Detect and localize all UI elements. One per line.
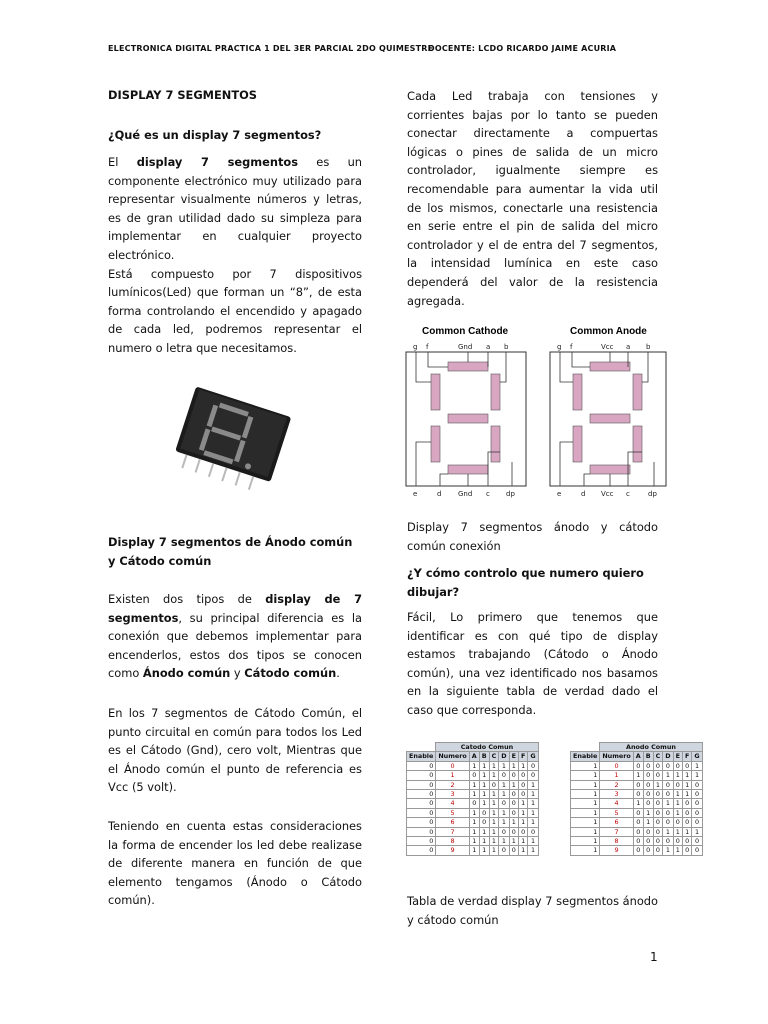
table-header-segment: E — [673, 752, 682, 761]
cathode-bottom-pin: c — [486, 490, 490, 498]
table-title-row — [407, 743, 539, 752]
table-cell: 0 — [643, 771, 653, 780]
table-cell: 0 — [692, 837, 702, 846]
table-cell: 0 — [518, 771, 527, 780]
table-cell: 0 — [653, 799, 663, 808]
table-cell: 1 — [528, 808, 538, 817]
table-blank-cell — [407, 743, 436, 752]
table-cell: 1 — [528, 790, 538, 799]
table-row — [571, 771, 703, 780]
table-cell: 1 — [469, 808, 479, 817]
table-cell: 1 — [528, 799, 538, 808]
table-cell-number: 7 — [436, 827, 469, 836]
anode-bottom-pin: Vcc — [601, 490, 614, 498]
table-cell: 0 — [528, 827, 538, 836]
intro-paragraph — [108, 153, 362, 358]
table-header-segment: G — [528, 752, 538, 761]
table-cell: 0 — [653, 846, 663, 855]
table-row — [407, 780, 539, 789]
table-cell: 1 — [682, 771, 691, 780]
led-text: Cada Led trabaja con tensiones y corrientes bajas por lo tanto se pueden conectar directamente a compuertas lógicas o pines de salida de un micro controlador, igualmente siempre es recomendable para aumentar la vida util de los mismos, conectarle una resistencia en serie entre el pin de salida del micro controlador y el de entra del 7 segmentos, la intensidad lumínica en este caso dependerá del valor de la resistencia agregada. — [407, 89, 658, 308]
table-cell: 1 — [663, 846, 673, 855]
composition-paragraph: Está compuesto por 7 dispositivos lumínicos(Led) que forman un “8”, de esta forma controlando el encendido y apagado de cada led, podremos representar el numero o letra que necesitamos. — [108, 266, 362, 355]
intro-post: es un componente electrónico muy utilizado para representar visualmente números y letras, es de gran utilidad dado su simpleza para implementar en cualquier proyecto electrónico. — [108, 155, 363, 262]
table-cell: 0 — [509, 808, 518, 817]
table-header-segment: A — [469, 752, 479, 761]
table-cell-number: 5 — [600, 808, 633, 817]
table-cell-enable: 1 — [571, 808, 600, 817]
cathode-bottom-pin: Gnd — [458, 490, 473, 498]
table-cell: 0 — [682, 799, 691, 808]
table-header-number: Numero — [600, 752, 633, 761]
caption-table-text: Tabla de verdad display 7 segmentos ánodo y cátodo común — [407, 894, 658, 927]
table-cell-number: 6 — [600, 818, 633, 827]
cathode-explanation — [108, 704, 362, 797]
table-row — [407, 761, 539, 770]
table-cell: 1 — [518, 799, 527, 808]
caption-table — [407, 892, 658, 929]
table-cell: 0 — [643, 846, 653, 855]
table-cell: 0 — [663, 790, 673, 799]
table-cell: 0 — [692, 799, 702, 808]
question-1: ¿Qué es un display 7 segmentos? — [108, 128, 322, 142]
table-cell: 0 — [509, 827, 518, 836]
table-cell-number: 2 — [436, 780, 469, 789]
table-cell: 0 — [528, 771, 538, 780]
subheading-wrap — [108, 533, 362, 570]
section-title: DISPLAY 7 SEGMENTOS — [108, 88, 257, 102]
page-header — [108, 44, 617, 53]
table-cell: 0 — [653, 771, 663, 780]
table-cell: 1 — [653, 780, 663, 789]
table-cell: 1 — [469, 780, 479, 789]
table-cell: 0 — [479, 818, 489, 827]
table-cell: 1 — [673, 771, 682, 780]
table-cell: 0 — [692, 780, 702, 789]
table-cell: 0 — [633, 846, 643, 855]
table-header-row — [571, 752, 703, 761]
table-cell: 1 — [663, 799, 673, 808]
table-title: Anodo Comun — [600, 743, 702, 752]
cathode-bottom-pin: d — [437, 490, 442, 498]
table-cell: 1 — [489, 771, 499, 780]
anode-title: Common Anode — [570, 326, 647, 337]
table-cell: 1 — [692, 761, 702, 770]
table-cell: 0 — [469, 799, 479, 808]
table-header-segment: C — [653, 752, 663, 761]
table-cell: 0 — [643, 837, 653, 846]
common-cathode-anode-diagram — [402, 322, 670, 502]
table-row — [571, 808, 703, 817]
subheading-anode-cathode: Display 7 segmentos de Ánodo común y Cátodo común — [108, 535, 353, 568]
table-cell: 1 — [682, 827, 691, 836]
types-pre: Existen dos tipos de — [108, 592, 266, 606]
table-cell: 1 — [673, 827, 682, 836]
types-end: . — [336, 666, 340, 681]
table-cell: 1 — [489, 837, 499, 846]
table-cell: 0 — [692, 808, 702, 817]
anode-bottom-pin: e — [557, 490, 562, 498]
cathode-top-pin: g — [413, 343, 418, 351]
table-cell: 0 — [653, 827, 663, 836]
cathode-bottom-pin: dp — [506, 490, 515, 498]
types-and: y — [230, 666, 245, 681]
table-header-segment: F — [518, 752, 527, 761]
table-cell: 0 — [692, 818, 702, 827]
table-cell-enable: 1 — [571, 846, 600, 855]
table-cell-enable: 0 — [407, 818, 436, 827]
table-cell: 1 — [499, 837, 509, 846]
table-cell: 1 — [469, 837, 479, 846]
table-header-segment: D — [499, 752, 509, 761]
anode-bottom-pin: dp — [648, 490, 657, 498]
table-cell: 0 — [633, 808, 643, 817]
table-cell-enable: 1 — [571, 790, 600, 799]
table-cell: 1 — [479, 790, 489, 799]
table-cell: 1 — [479, 827, 489, 836]
table-cell-enable: 0 — [407, 771, 436, 780]
page-number: 1 — [650, 950, 658, 964]
table-cell: 0 — [663, 761, 673, 770]
table-cell: 1 — [528, 846, 538, 855]
table-cell: 0 — [633, 837, 643, 846]
table-row — [407, 771, 539, 780]
table-cell: 1 — [643, 808, 653, 817]
table-cell-enable: 1 — [571, 818, 600, 827]
table-cell: 1 — [509, 837, 518, 846]
table-cell: 1 — [499, 808, 509, 817]
table-cell: 1 — [479, 761, 489, 770]
table-cell: 0 — [489, 780, 499, 789]
types-text — [108, 590, 362, 683]
anode-bottom-pin: d — [581, 490, 586, 498]
table-header-enable: Enable — [407, 752, 436, 761]
table-row — [407, 790, 539, 799]
table-cell: 1 — [518, 808, 527, 817]
table-cell-number: 1 — [436, 771, 469, 780]
table-cell: 0 — [682, 846, 691, 855]
table-row — [407, 808, 539, 817]
table-cell-number: 8 — [600, 837, 633, 846]
table-cell-enable: 0 — [407, 837, 436, 846]
table-cell: 0 — [692, 846, 702, 855]
table-cell-enable: 0 — [407, 780, 436, 789]
table-cell-number: 9 — [436, 846, 469, 855]
table-cell-enable: 1 — [571, 837, 600, 846]
table-cell: 0 — [633, 818, 643, 827]
types-paragraph — [108, 590, 362, 683]
table-header-segment: B — [479, 752, 489, 761]
table-cell-enable: 1 — [571, 771, 600, 780]
table-cell-enable: 0 — [407, 808, 436, 817]
table-cell: 0 — [509, 771, 518, 780]
table-cell: 0 — [653, 837, 663, 846]
types-bold: display de 7 segmentos — [108, 592, 362, 625]
table-header-segment: A — [633, 752, 643, 761]
table-cell: 0 — [643, 761, 653, 770]
table-cell-enable: 1 — [571, 827, 600, 836]
table-cell-enable: 1 — [571, 799, 600, 808]
table-cell-number: 7 — [600, 827, 633, 836]
intro-pre: El — [108, 155, 137, 169]
table-cell: 1 — [499, 780, 509, 789]
table-header-enable: Enable — [571, 752, 600, 761]
types-anode: Ánodo común — [142, 666, 231, 681]
table-cell: 0 — [509, 799, 518, 808]
table-cell-number: 3 — [600, 790, 633, 799]
anode-bottom-pin: c — [626, 490, 630, 498]
table-cell: 1 — [479, 846, 489, 855]
table-cell: 0 — [682, 818, 691, 827]
table-cell-number: 4 — [436, 799, 469, 808]
question-2: ¿Y cómo controlo que numero quiero dibujar? — [407, 566, 644, 599]
table-cell: 1 — [673, 799, 682, 808]
table-cell: 0 — [643, 790, 653, 799]
table-cell: 0 — [692, 790, 702, 799]
table-cell: 1 — [479, 799, 489, 808]
table-cell: 1 — [489, 846, 499, 855]
control-paragraph — [407, 608, 658, 720]
table-row — [571, 837, 703, 846]
table-cell: 0 — [643, 799, 653, 808]
types-cathode: Cátodo común — [244, 666, 337, 681]
table-cell: 0 — [509, 846, 518, 855]
table-cell: 0 — [499, 799, 509, 808]
table-cell: 0 — [663, 818, 673, 827]
control-text: Fácil, Lo primero que tenemos que identificar es con qué tipo de display estamos trabajando (Cátodo o Ánodo común), una vez identificado nos basamos en la siguiente tabla de verdad dado el caso que corresponda. — [407, 610, 658, 717]
table-cell: 0 — [479, 808, 489, 817]
table-cell: 0 — [469, 771, 479, 780]
considerations-paragraph — [108, 817, 362, 910]
table-cell: 1 — [518, 846, 527, 855]
table-cell: 0 — [633, 790, 643, 799]
table-header-segment: C — [489, 752, 499, 761]
table-cell: 0 — [633, 827, 643, 836]
header-course: ELECTRONICA DIGITAL PRACTICA 1 DEL 3ER PARCIAL 2DO QUIMESTRE — [108, 44, 434, 53]
table-cell: 0 — [509, 790, 518, 799]
table-row — [407, 827, 539, 836]
table-title-row — [571, 743, 703, 752]
seven-segment-photo — [172, 378, 292, 498]
table-cell: 1 — [692, 771, 702, 780]
table-cell: 0 — [499, 771, 509, 780]
table-cell: 1 — [518, 818, 527, 827]
table-cell: 1 — [663, 771, 673, 780]
table-row — [571, 827, 703, 836]
table-header-segment: B — [643, 752, 653, 761]
truth-table-cathode — [406, 742, 539, 856]
table-cell: 0 — [673, 818, 682, 827]
left-column — [108, 86, 362, 105]
table-row — [571, 780, 703, 789]
table-cell-enable: 0 — [407, 827, 436, 836]
table-cell: 0 — [663, 808, 673, 817]
table-cell-number: 0 — [436, 761, 469, 770]
cathode-top-pin: f — [426, 343, 429, 351]
anode-top-pin: Vcc — [601, 343, 614, 351]
table-cell: 1 — [489, 799, 499, 808]
table-cell: 1 — [489, 790, 499, 799]
table-header-segment: D — [663, 752, 673, 761]
table-blank-cell — [571, 743, 600, 752]
table-cell-number: 0 — [600, 761, 633, 770]
table-cell: 1 — [509, 761, 518, 770]
table-cell: 1 — [663, 827, 673, 836]
table-cell: 1 — [479, 837, 489, 846]
table-cell-enable: 1 — [571, 780, 600, 789]
table-cell: 0 — [673, 761, 682, 770]
table-cell-number: 1 — [600, 771, 633, 780]
table-cell-enable: 1 — [571, 761, 600, 770]
table-cell: 1 — [469, 761, 479, 770]
table-cell-enable: 0 — [407, 761, 436, 770]
table-cell: 0 — [663, 837, 673, 846]
table-cell-enable: 0 — [407, 790, 436, 799]
table-cell: 1 — [692, 827, 702, 836]
table-cell: 1 — [489, 761, 499, 770]
table-cell: 0 — [518, 827, 527, 836]
table-cell-number: 4 — [600, 799, 633, 808]
cathode-bottom-pin: e — [413, 490, 418, 498]
table-row — [407, 799, 539, 808]
table-cell: 1 — [528, 837, 538, 846]
table-cell: 0 — [682, 761, 691, 770]
table-cell: 0 — [653, 808, 663, 817]
table-cell: 0 — [653, 790, 663, 799]
table-row — [571, 761, 703, 770]
table-cell: 0 — [499, 846, 509, 855]
table-cell: 0 — [673, 837, 682, 846]
table-cell: 1 — [518, 837, 527, 846]
truth-table-anode — [570, 742, 703, 856]
caption-diagram-text: Display 7 segmentos ánodo y cátodo común conexión — [407, 520, 658, 553]
table-cell: 1 — [633, 799, 643, 808]
table-cell: 1 — [509, 780, 518, 789]
table-cell: 1 — [528, 780, 538, 789]
header-teacher: DOCENTE: LCDO RICARDO JAIME ACURIA — [428, 44, 617, 53]
led-paragraph — [407, 87, 658, 310]
intro-bold: display 7 segmentos — [136, 155, 298, 169]
considerations-text: Teniendo en cuenta estas consideraciones la forma de encender los led debe realizase de diferente manera en función de que elemento tengamos (Ánodo o Cátodo común). — [108, 819, 362, 908]
table-cell: 1 — [682, 790, 691, 799]
table-cell: 0 — [682, 837, 691, 846]
table-cell: 1 — [518, 761, 527, 770]
table-cell: 0 — [518, 790, 527, 799]
cathode-top-pin: b — [504, 343, 509, 351]
table-cell: 1 — [479, 780, 489, 789]
table-header-segment: F — [682, 752, 691, 761]
table-cell: 1 — [489, 827, 499, 836]
table-header-row — [407, 752, 539, 761]
table-cell: 0 — [682, 808, 691, 817]
table-cell: 1 — [499, 761, 509, 770]
table-cell-number: 2 — [600, 780, 633, 789]
table-cell: 0 — [673, 780, 682, 789]
table-cell: 0 — [518, 780, 527, 789]
table-cell-number: 9 — [600, 846, 633, 855]
table-row — [571, 790, 703, 799]
table-cell: 1 — [673, 846, 682, 855]
table-cell: 1 — [673, 808, 682, 817]
table-header-segment: E — [509, 752, 518, 761]
table-cell-number: 3 — [436, 790, 469, 799]
table-row — [407, 818, 539, 827]
table-cell: 1 — [469, 827, 479, 836]
table-row — [571, 818, 703, 827]
table-cell: 1 — [682, 780, 691, 789]
table-cell: 1 — [499, 818, 509, 827]
table-cell-number: 8 — [436, 837, 469, 846]
table-cell: 0 — [499, 827, 509, 836]
table-cell: 0 — [633, 761, 643, 770]
anode-top-pin: a — [626, 343, 631, 351]
table-header-segment: G — [692, 752, 702, 761]
table-cell: 0 — [643, 780, 653, 789]
table-cell: 1 — [643, 818, 653, 827]
table-cell: 1 — [509, 818, 518, 827]
table-cell: 1 — [479, 771, 489, 780]
intro-text — [108, 153, 362, 265]
table-cell: 1 — [469, 846, 479, 855]
table-cell: 0 — [663, 780, 673, 789]
table-cell-number: 6 — [436, 818, 469, 827]
cathode-title: Common Cathode — [422, 326, 509, 337]
table-header-number: Numero — [436, 752, 469, 761]
table-cell: 1 — [469, 790, 479, 799]
question-1-wrap — [108, 126, 362, 145]
anode-top-pin: b — [646, 343, 651, 351]
table-cell: 0 — [653, 761, 663, 770]
question-2-wrap — [407, 564, 658, 601]
table-cell: 0 — [633, 780, 643, 789]
table-cell-enable: 0 — [407, 846, 436, 855]
cathode-top-pin: a — [486, 343, 491, 351]
table-cell: 1 — [528, 818, 538, 827]
table-row — [571, 799, 703, 808]
table-row — [407, 837, 539, 846]
cathode-text: En los 7 segmentos de Cátodo Común, el punto circuital en común para todos los Led es el Cátodo (Gnd), cero volt, Mientras que el Ánodo común el punto de referencia es Vcc (5 volt). — [108, 706, 362, 795]
table-cell-number: 5 — [436, 808, 469, 817]
table-cell: 1 — [673, 790, 682, 799]
table-cell: 1 — [489, 818, 499, 827]
table-row — [571, 846, 703, 855]
table-title: Catodo Comun — [436, 743, 538, 752]
anode-top-pin: f — [570, 343, 573, 351]
table-cell: 1 — [489, 808, 499, 817]
caption-diagram — [407, 518, 658, 555]
cathode-top-pin: Gnd — [458, 343, 473, 351]
table-row — [407, 846, 539, 855]
table-cell-enable: 0 — [407, 799, 436, 808]
table-cell: 0 — [653, 818, 663, 827]
table-cell: 0 — [643, 827, 653, 836]
table-cell: 1 — [633, 771, 643, 780]
types-mid: , su principal diferencia es la conexión que debemos implementar para encenderlos, estos dos tipos se conocen como — [108, 610, 362, 681]
table-cell: 0 — [528, 761, 538, 770]
anode-top-pin: g — [557, 343, 562, 351]
table-cell: 1 — [499, 790, 509, 799]
table-cell: 1 — [469, 818, 479, 827]
